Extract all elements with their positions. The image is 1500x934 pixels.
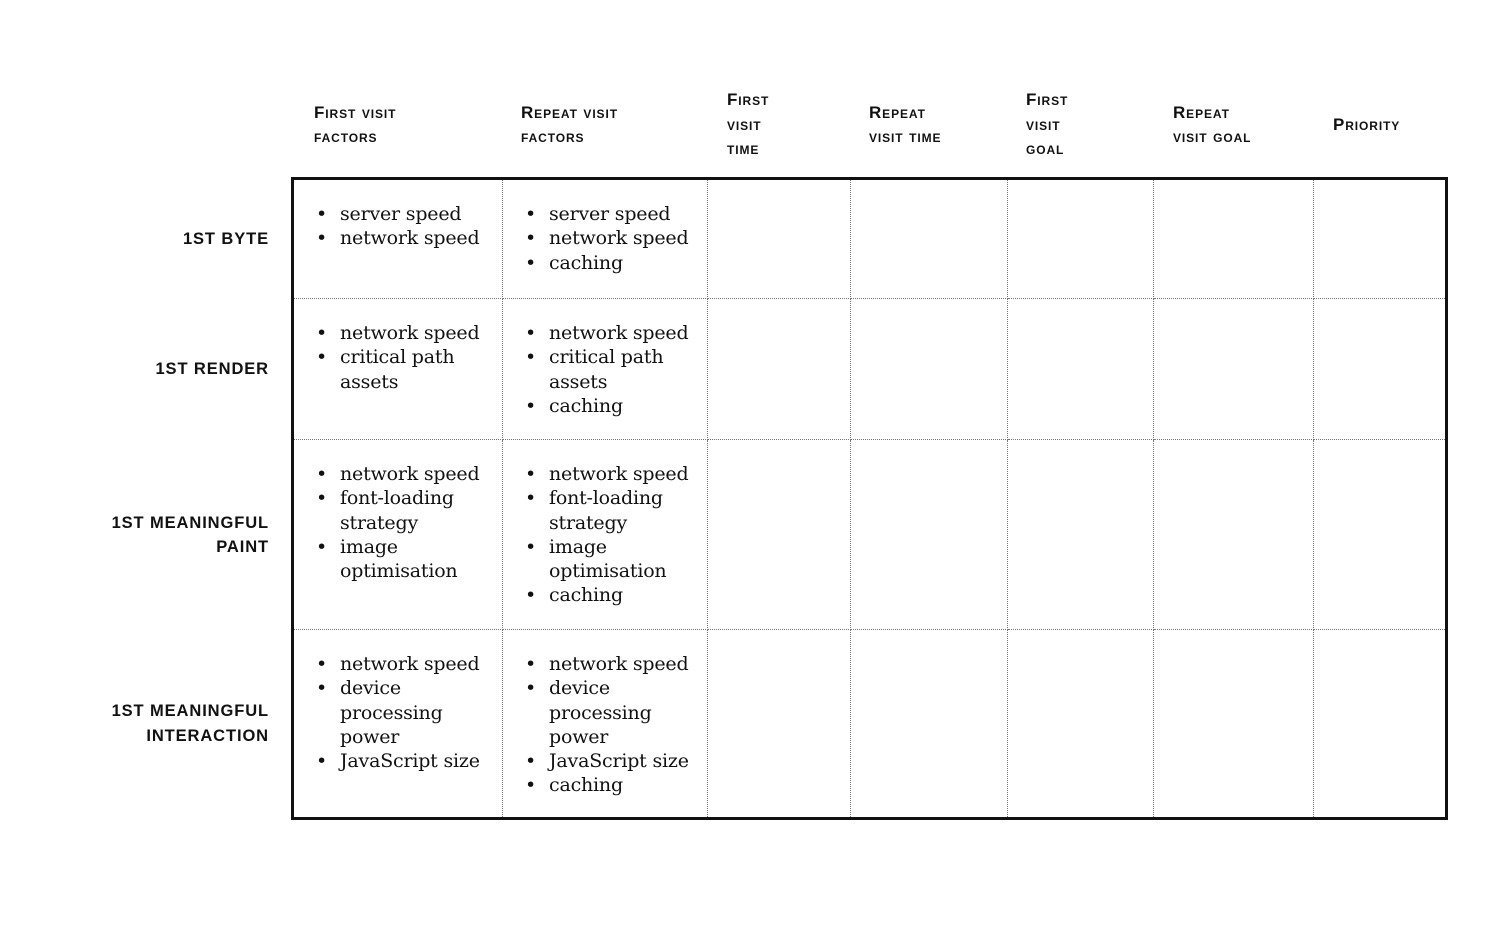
cell-first-visit-goal (1008, 299, 1154, 440)
factor-list (316, 652, 494, 773)
factor-item: • network speed (525, 652, 699, 676)
cell-priority (1314, 630, 1445, 817)
factor-item: • caching (525, 251, 699, 275)
factor-item: • caching (525, 583, 699, 607)
row-header-1st-byte: 1ST BYTE (182, 230, 269, 249)
factor-item: • network speed (316, 462, 494, 486)
factor-item: • network speed (525, 226, 699, 250)
cell-first-visit-goal (1008, 440, 1154, 630)
factor-list (316, 462, 494, 583)
cell-first-visit-factors (294, 299, 503, 440)
factor-list (525, 462, 699, 608)
column-header-priority: Priority (1333, 114, 1401, 134)
cell-first-visit-time (708, 440, 851, 630)
column-header-repeat-visit-factors: Repeat visit factors (521, 102, 618, 146)
column-header-repeat-visit-time: Repeat visit time (869, 102, 942, 146)
factor-item: • font-loading strategy (316, 486, 494, 535)
factor-item: • server speed (316, 202, 494, 226)
factor-item: • network speed (316, 321, 494, 345)
factor-item: • network speed (525, 462, 699, 486)
metrics-table (291, 177, 1448, 820)
row-header-1st-meaningful-interaction: 1ST MEANINGFUL INTERACTION (111, 702, 269, 745)
cell-repeat-visit-goal (1154, 630, 1314, 817)
factor-item: • JavaScript size (525, 749, 699, 773)
factor-item: • server speed (525, 202, 699, 226)
factor-list (525, 652, 699, 798)
cell-first-visit-goal (1008, 180, 1154, 299)
column-header-first-visit-goal: First visit goal (1026, 90, 1069, 159)
row-header-1st-meaningful-paint: 1ST MEANINGFUL PAINT (111, 513, 269, 556)
cell-repeat-visit-factors (503, 299, 708, 440)
cell-repeat-visit-goal (1154, 440, 1314, 630)
cell-repeat-visit-factors (503, 180, 708, 299)
cell-repeat-visit-factors (503, 630, 708, 817)
cell-priority (1314, 440, 1445, 630)
factor-item: • caching (525, 394, 699, 418)
cell-repeat-visit-time (851, 630, 1008, 817)
factor-list (316, 202, 494, 251)
factor-list (525, 202, 699, 275)
factor-item: • critical path assets (525, 345, 699, 394)
cell-first-visit-factors (294, 440, 503, 630)
factor-item: • device processing power (525, 676, 699, 749)
cell-repeat-visit-time (851, 299, 1008, 440)
factor-item: • font-loading strategy (525, 486, 699, 535)
cell-first-visit-goal (1008, 630, 1154, 817)
factor-item: • network speed (525, 321, 699, 345)
cell-priority (1314, 180, 1445, 299)
factor-item: • JavaScript size (316, 749, 494, 773)
cell-repeat-visit-time (851, 440, 1008, 630)
factor-list (525, 321, 699, 418)
column-header-first-visit-factors: First visit factors (314, 102, 397, 146)
factor-item: • device processing power (316, 676, 494, 749)
cell-repeat-visit-goal (1154, 180, 1314, 299)
cell-first-visit-time (708, 630, 851, 817)
column-header-repeat-visit-goal: Repeat visit goal (1173, 102, 1252, 146)
factor-item: • caching (525, 773, 699, 797)
column-header-first-visit-time: First visit time (727, 90, 770, 159)
cell-repeat-visit-time (851, 180, 1008, 299)
cell-first-visit-time (708, 299, 851, 440)
factor-item: • image optimisation (525, 535, 699, 584)
factor-item: • critical path assets (316, 345, 494, 394)
cell-first-visit-time (708, 180, 851, 299)
factor-item: • network speed (316, 652, 494, 676)
cell-repeat-visit-goal (1154, 299, 1314, 440)
factor-item: • network speed (316, 226, 494, 250)
cell-first-visit-factors (294, 630, 503, 817)
cell-priority (1314, 299, 1445, 440)
row-header-1st-render: 1ST RENDER (155, 360, 269, 379)
factor-item: • image optimisation (316, 535, 494, 584)
cell-repeat-visit-factors (503, 440, 708, 630)
cell-first-visit-factors (294, 180, 503, 299)
factor-list (316, 321, 494, 394)
